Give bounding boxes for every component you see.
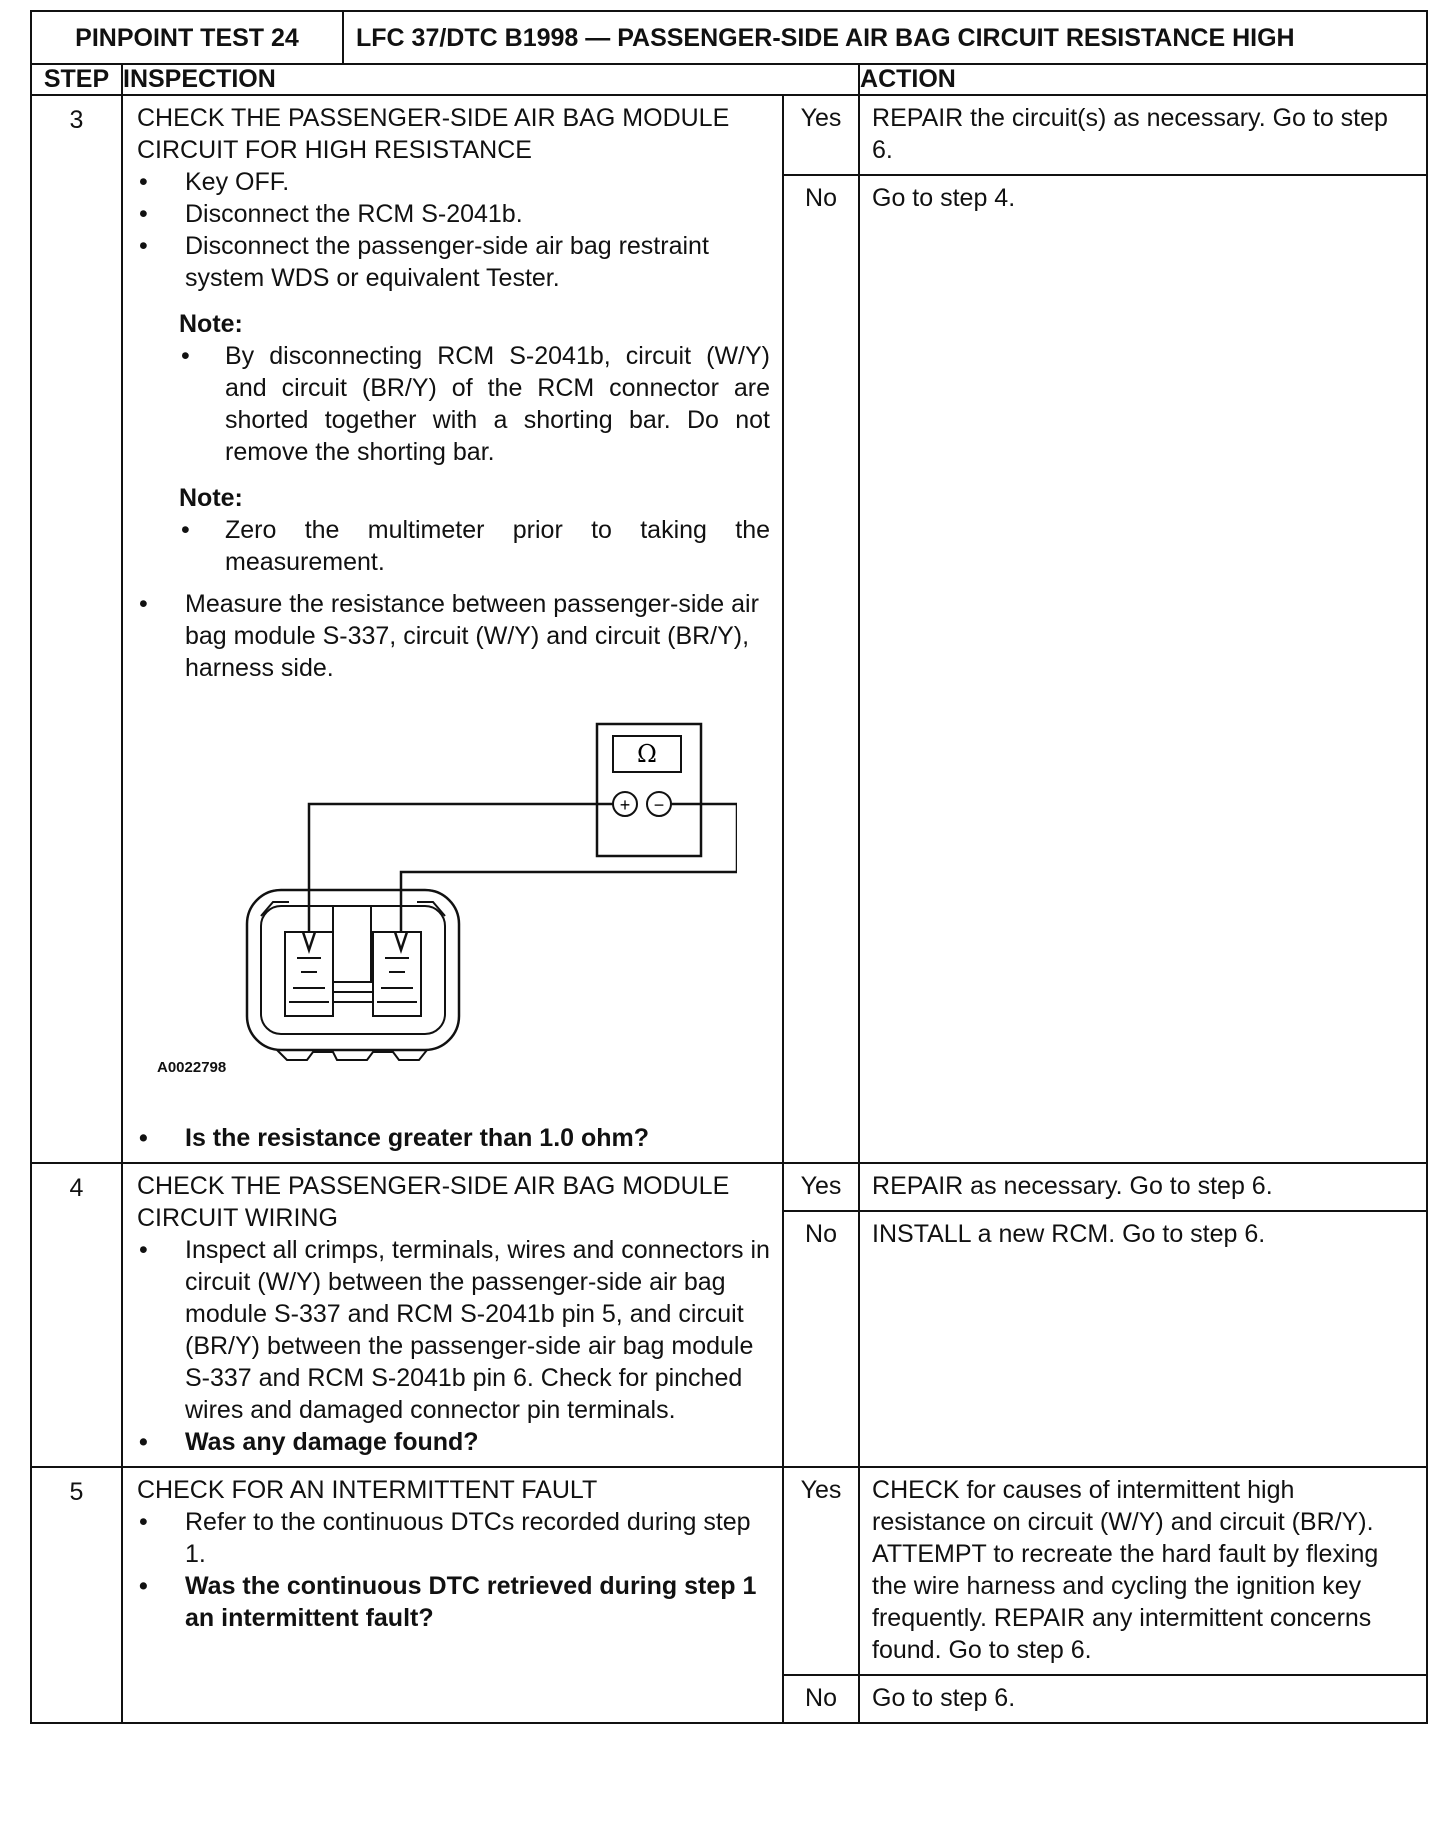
yes-label: Yes <box>783 95 859 175</box>
step-title: CHECK THE PASSENGER-SIDE AIR BAG MODULE CIRCUIT FOR HIGH RESISTANCE <box>137 104 730 164</box>
no-action: Go to step 4. <box>859 175 1427 1163</box>
title-row <box>31 11 1427 64</box>
note-list <box>179 340 770 468</box>
bullet-item: • Inspect all crimps, terminals, wires and connectors in circuit (W/Y) between the passenger-side air bag module S-337 and RCM S-2041b pin 5, and circuit (BR/Y) between the passenger-side air bag module S-337 and RCM S-2041b pin 6. Check for pinched wires and damaged connector pin terminals. <box>137 1234 770 1426</box>
step-question: • Was the continuous DTC retrieved during step 1 an intermittent fault? <box>137 1570 770 1634</box>
positive-probe-tip <box>303 932 315 950</box>
connector-measurement-figure <box>137 692 770 1122</box>
step-bullets <box>137 588 770 684</box>
test-description: LFC 37/DTC B1998 — PASSENGER-SIDE AIR BAG CIRCUIT RESISTANCE HIGH <box>343 11 1427 64</box>
measure-instruction: • Measure the resistance between passenger-side air bag module S-337, circuit (W/Y) and circuit (BR/Y), harness side. <box>137 588 770 684</box>
yes-label: Yes <box>783 1467 859 1675</box>
step-title: CHECK THE PASSENGER-SIDE AIR BAG MODULE CIRCUIT WIRING <box>137 1172 730 1232</box>
figure-id: A0022798 <box>157 1059 227 1076</box>
bullet-item: • Refer to the continuous DTCs recorded during step 1. <box>137 1506 770 1570</box>
bullet-item: • Key OFF. <box>137 166 770 198</box>
column-header-row <box>31 64 1427 95</box>
step-4-inspection <box>122 1163 783 1467</box>
step-bullets <box>137 1234 770 1458</box>
right-terminal-pin <box>377 958 417 1002</box>
step-5-inspection <box>122 1467 783 1723</box>
negative-lead-wire <box>401 804 737 932</box>
no-label: No <box>783 175 859 1163</box>
note-block <box>179 482 770 578</box>
no-action: Go to step 6. <box>859 1675 1427 1723</box>
inspection-column-header: INSPECTION <box>122 64 859 95</box>
no-label: No <box>783 1675 859 1723</box>
note-text: • Zero the multimeter prior to taking the measurement. <box>179 514 770 578</box>
shorting-bar <box>333 992 373 1002</box>
note-text: • By disconnecting RCM S-2041b, circuit (W/Y) and circuit (BR/Y) of the RCM connector are shorted together with a shorting bar. Do not remove the shorting bar. <box>179 340 770 468</box>
step-column-header: STEP <box>31 64 122 95</box>
plus-symbol: + <box>619 795 631 815</box>
negative-probe-tip <box>395 932 407 950</box>
test-title: PINPOINT TEST 24 <box>31 11 343 64</box>
step-bullets <box>137 1122 770 1154</box>
note-list <box>179 514 770 578</box>
no-label: No <box>783 1211 859 1467</box>
connector-inner-shell <box>261 906 445 1034</box>
connector-latch <box>277 1050 427 1060</box>
yes-action: REPAIR as necessary. Go to step 6. <box>859 1163 1427 1211</box>
step-number: 4 <box>31 1163 122 1467</box>
positive-lead-wire <box>309 804 613 932</box>
note-label: Note: <box>179 484 243 512</box>
measurement-diagram <box>137 692 737 1122</box>
step-question: • Was any damage found? <box>137 1426 770 1458</box>
pinpoint-test-table <box>30 10 1428 1724</box>
step-number: 5 <box>31 1467 122 1723</box>
step-title: CHECK FOR AN INTERMITTENT FAULT <box>137 1476 598 1504</box>
no-action: INSTALL a new RCM. Go to step 6. <box>859 1211 1427 1467</box>
note-block <box>179 308 770 468</box>
bullet-item: • Disconnect the RCM S-2041b. <box>137 198 770 230</box>
yes-label: Yes <box>783 1163 859 1211</box>
step-question: • Is the resistance greater than 1.0 ohm? <box>137 1122 770 1154</box>
step-5-row-yes <box>31 1467 1427 1675</box>
step-4-row-yes <box>31 1163 1427 1211</box>
bullet-item: • Disconnect the passenger-side air bag restraint system WDS or equivalent Tester. <box>137 230 770 294</box>
action-column-header: ACTION <box>859 64 1427 95</box>
connector-outer-shell <box>247 890 459 1050</box>
step-3-row-yes <box>31 95 1427 175</box>
step-3-inspection <box>122 95 783 1163</box>
connector-corner-notches <box>261 902 445 916</box>
yes-action: CHECK for causes of intermittent high resistance on circuit (W/Y) and circuit (BR/Y). ATTEMPT to recreate the hard fault by flexing the wire harness and cycling the ignition key frequently. REPAIR any intermittent concerns found. Go to step 6. <box>859 1467 1427 1675</box>
left-terminal-pin <box>289 958 329 1002</box>
step-bullets <box>137 166 770 294</box>
step-number: 3 <box>31 95 122 1163</box>
minus-symbol: − <box>653 795 665 815</box>
connector-center-key <box>333 906 371 982</box>
yes-action: REPAIR the circuit(s) as necessary. Go to step 6. <box>859 95 1427 175</box>
ohm-symbol: Ω <box>637 740 657 768</box>
step-bullets <box>137 1506 770 1634</box>
right-terminal <box>373 932 421 1016</box>
left-terminal <box>285 932 333 1016</box>
note-label: Note: <box>179 310 243 338</box>
